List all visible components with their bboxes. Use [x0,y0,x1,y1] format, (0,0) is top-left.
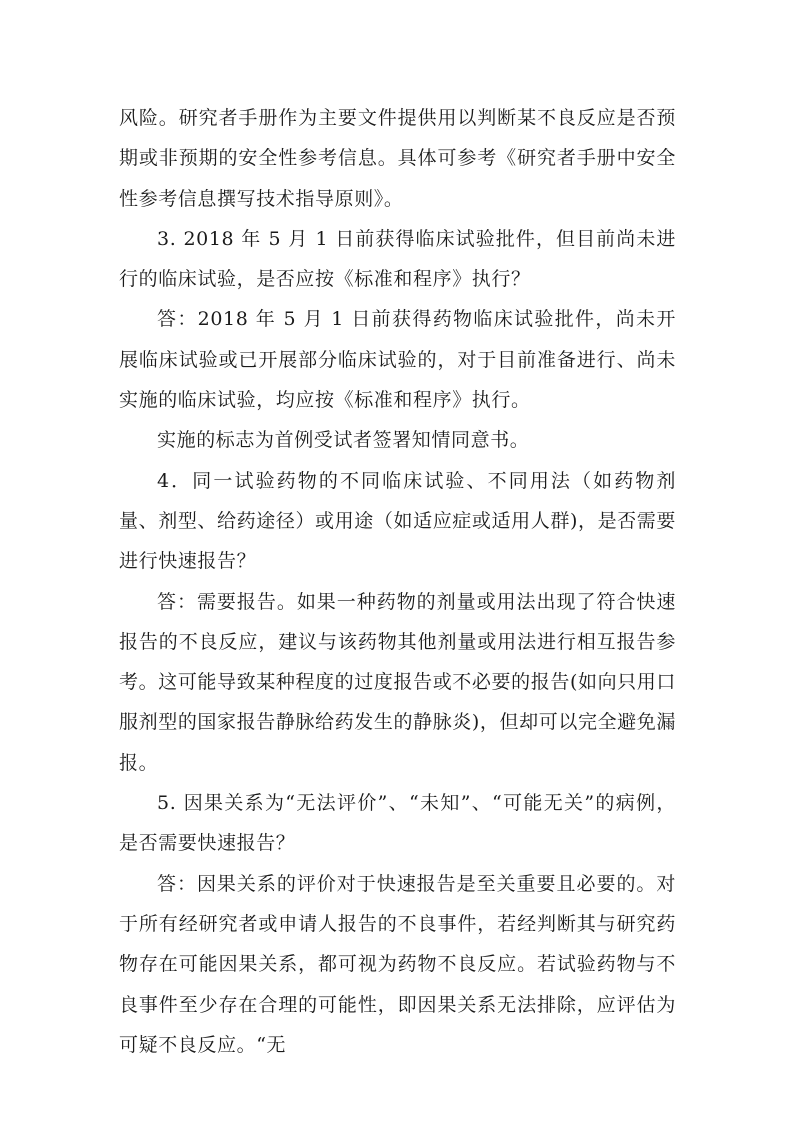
question-3: 3. 2018 年 5 月 1 日前获得临床试验批件，但目前尚未进行的临床试验，是否应按《标准和程序》执行？ [119,227,676,291]
answer-5: 答：因果关系的评价对于快速报告是至关重要且必要的。对于所有经研究者或申请人报告的不良事件，若经判断其与研究药物存在可能因果关系，都可视为药物不良反应。若试验药物与不良事件至少存在合理的可能性，即因果关系无法排除，应评估为可疑不良反应。“无 [119,872,676,1056]
question-5: 5. 因果关系为“无法评价”、“未知”、“可能无关”的病例，是否需要快速报告？ [119,792,676,855]
body-text [119,98,676,1065]
answer-3: 答：2018 年 5 月 1 日前获得药物临床试验批件，尚未开展临床试验或已开展部分临床试验的，对于目前准备进行、尚未实施的临床试验，均应按《标准和程序》执行。 [119,308,676,412]
answer-3-note: 实施的标志为首例受试者签署知情同意书。 [157,429,530,452]
paragraph-continuation: 风险。研究者手册作为主要文件提供用以判断某不良反应是否预期或非预期的安全性参考信息。具体可参考《研究者手册中安全性参考信息撰写技术指导原则》。 [119,107,676,210]
question-4: 4．同一试验药物的不同临床试验、不同用法（如药物剂量、剂型、给药途径）或用途（如适应症或适用人群)，是否需要进行快速报告？ [119,469,676,573]
answer-4: 答：需要报告。如果一种药物的剂量或用法出现了符合快速报告的不良反应，建议与该药物其他剂量或用法进行相互报告参考。这可能导致某种程度的过度报告或不必要的报告(如向只用口服剂型的国家报告静脉给药发生的静脉炎)，但却可以完全避免漏报。 [119,590,676,774]
